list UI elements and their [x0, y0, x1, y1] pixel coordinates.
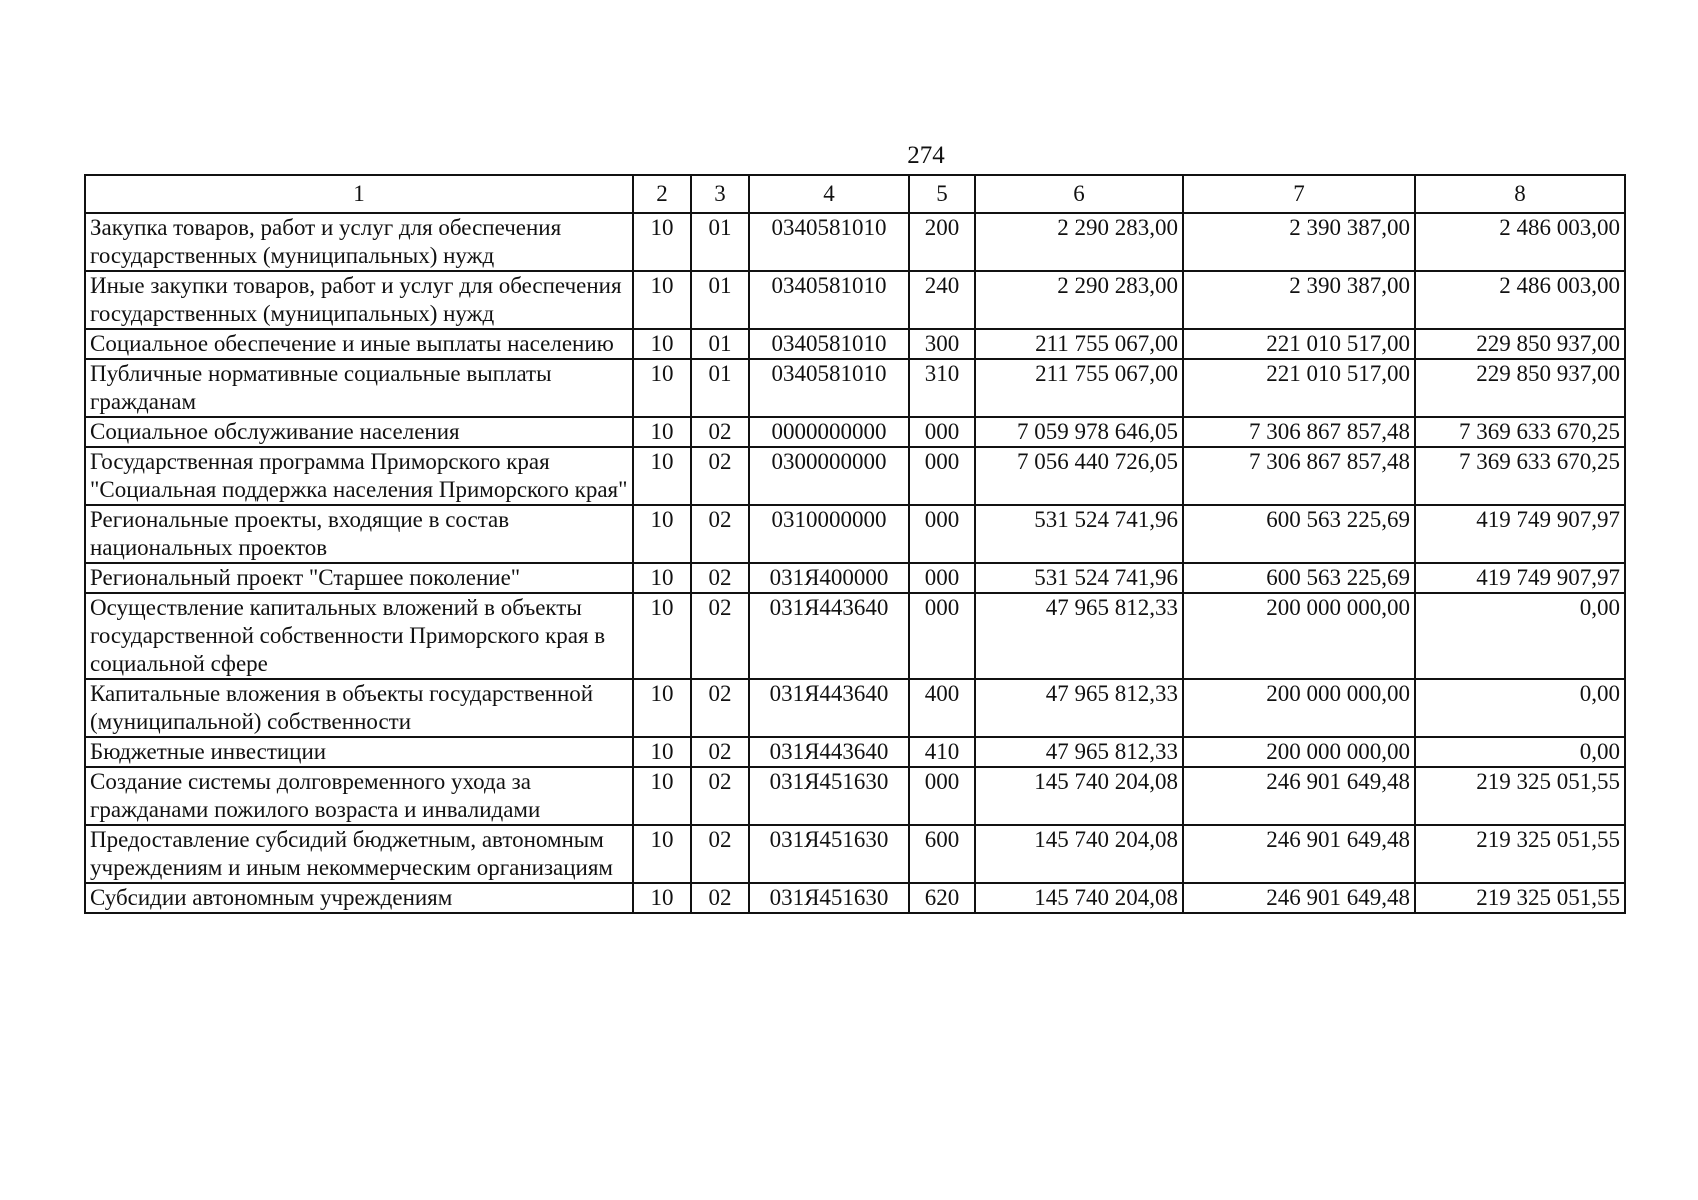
column-header: 8: [1415, 175, 1625, 213]
target-article-code: 0340581010: [749, 271, 909, 329]
section-code: 10: [633, 825, 691, 883]
target-article-code: 031Я443640: [749, 737, 909, 767]
target-article-code: 031Я451630: [749, 825, 909, 883]
expense-type-code: 000: [909, 417, 975, 447]
amount-col6: 531 524 741,96: [975, 505, 1183, 563]
expense-type-code: 000: [909, 767, 975, 825]
amount-col8: 219 325 051,55: [1415, 825, 1625, 883]
expense-type-code: 000: [909, 563, 975, 593]
amount-col8: 7 369 633 670,25: [1415, 417, 1625, 447]
table-row: [85, 359, 1625, 417]
table-row: [85, 213, 1625, 271]
section-code: 10: [633, 563, 691, 593]
expense-type-code: 600: [909, 825, 975, 883]
section-code: 10: [633, 679, 691, 737]
section-code: 10: [633, 505, 691, 563]
subsection-code: 02: [691, 767, 749, 825]
expense-type-code: 310: [909, 359, 975, 417]
amount-col6: 47 965 812,33: [975, 593, 1183, 679]
target-article-code: 031Я451630: [749, 883, 909, 913]
subsection-code: 02: [691, 447, 749, 505]
amount-col6: 47 965 812,33: [975, 737, 1183, 767]
expense-type-code: 200: [909, 213, 975, 271]
amount-col6: 2 290 283,00: [975, 213, 1183, 271]
amount-col6: 211 755 067,00: [975, 359, 1183, 417]
column-header: 1: [85, 175, 633, 213]
table-row: [85, 329, 1625, 359]
amount-col6: 145 740 204,08: [975, 883, 1183, 913]
table-row: [85, 825, 1625, 883]
table-row: [85, 767, 1625, 825]
row-name: Социальное обеспечение и иные выплаты населению: [85, 329, 633, 359]
amount-col7: 246 901 649,48: [1183, 883, 1415, 913]
section-code: 10: [633, 271, 691, 329]
target-article-code: 0340581010: [749, 213, 909, 271]
amount-col8: 229 850 937,00: [1415, 329, 1625, 359]
amount-col7: 200 000 000,00: [1183, 593, 1415, 679]
column-header: 2: [633, 175, 691, 213]
subsection-code: 02: [691, 679, 749, 737]
expense-type-code: 240: [909, 271, 975, 329]
table-row: [85, 505, 1625, 563]
amount-col7: 200 000 000,00: [1183, 679, 1415, 737]
row-name: Региональные проекты, входящие в состав национальных проектов: [85, 505, 633, 563]
section-code: 10: [633, 767, 691, 825]
section-code: 10: [633, 593, 691, 679]
amount-col6: 47 965 812,33: [975, 679, 1183, 737]
amount-col7: 2 390 387,00: [1183, 213, 1415, 271]
target-article-code: 0310000000: [749, 505, 909, 563]
expense-type-code: 000: [909, 447, 975, 505]
budget-table: [84, 174, 1626, 914]
column-header: 3: [691, 175, 749, 213]
amount-col6: 211 755 067,00: [975, 329, 1183, 359]
amount-col8: 0,00: [1415, 679, 1625, 737]
table-row: [85, 563, 1625, 593]
amount-col6: 7 059 978 646,05: [975, 417, 1183, 447]
row-name: Предоставление субсидий бюджетным, автономным учреждениям и иным некоммерческим организациям: [85, 825, 633, 883]
column-header: 5: [909, 175, 975, 213]
amount-col8: 7 369 633 670,25: [1415, 447, 1625, 505]
row-name: Капитальные вложения в объекты государственной (муниципальной) собственности: [85, 679, 633, 737]
amount-col7: 221 010 517,00: [1183, 329, 1415, 359]
amount-col8: 0,00: [1415, 737, 1625, 767]
target-article-code: 031Я400000: [749, 563, 909, 593]
subsection-code: 02: [691, 505, 749, 563]
amount-col7: 7 306 867 857,48: [1183, 417, 1415, 447]
target-article-code: 031Я443640: [749, 593, 909, 679]
target-article-code: 0340581010: [749, 359, 909, 417]
row-name: Осуществление капитальных вложений в объекты государственной собственности Приморского края в социальной сфере: [85, 593, 633, 679]
section-code: 10: [633, 417, 691, 447]
amount-col7: 600 563 225,69: [1183, 563, 1415, 593]
subsection-code: 02: [691, 883, 749, 913]
table-row: [85, 447, 1625, 505]
subsection-code: 01: [691, 359, 749, 417]
amount-col6: 7 056 440 726,05: [975, 447, 1183, 505]
amount-col8: 229 850 937,00: [1415, 359, 1625, 417]
column-header: 7: [1183, 175, 1415, 213]
table-row: [85, 417, 1625, 447]
subsection-code: 01: [691, 213, 749, 271]
row-name: Социальное обслуживание населения: [85, 417, 633, 447]
expense-type-code: 620: [909, 883, 975, 913]
expense-type-code: 400: [909, 679, 975, 737]
section-code: 10: [633, 329, 691, 359]
row-name: Бюджетные инвестиции: [85, 737, 633, 767]
amount-col8: 0,00: [1415, 593, 1625, 679]
target-article-code: 0340581010: [749, 329, 909, 359]
column-header: 4: [749, 175, 909, 213]
subsection-code: 01: [691, 329, 749, 359]
amount-col8: 219 325 051,55: [1415, 767, 1625, 825]
section-code: 10: [633, 359, 691, 417]
table-row: [85, 679, 1625, 737]
amount-col6: 2 290 283,00: [975, 271, 1183, 329]
amount-col8: 2 486 003,00: [1415, 213, 1625, 271]
row-name: Публичные нормативные социальные выплаты гражданам: [85, 359, 633, 417]
amount-col7: 2 390 387,00: [1183, 271, 1415, 329]
subsection-code: 02: [691, 417, 749, 447]
table-row: [85, 737, 1625, 767]
amount-col8: 2 486 003,00: [1415, 271, 1625, 329]
amount-col6: 531 524 741,96: [975, 563, 1183, 593]
subsection-code: 01: [691, 271, 749, 329]
row-name: Закупка товаров, работ и услуг для обеспечения государственных (муниципальных) нужд: [85, 213, 633, 271]
target-article-code: 0300000000: [749, 447, 909, 505]
target-article-code: 0000000000: [749, 417, 909, 447]
amount-col7: 246 901 649,48: [1183, 825, 1415, 883]
page-number: 274: [907, 142, 945, 169]
table-row: [85, 883, 1625, 913]
target-article-code: 031Я443640: [749, 679, 909, 737]
section-code: 10: [633, 737, 691, 767]
section-code: 10: [633, 883, 691, 913]
expense-type-code: 410: [909, 737, 975, 767]
amount-col6: 145 740 204,08: [975, 825, 1183, 883]
amount-col8: 419 749 907,97: [1415, 505, 1625, 563]
amount-col6: 145 740 204,08: [975, 767, 1183, 825]
amount-col7: 600 563 225,69: [1183, 505, 1415, 563]
row-name: Иные закупки товаров, работ и услуг для обеспечения государственных (муниципальных) нужд: [85, 271, 633, 329]
subsection-code: 02: [691, 825, 749, 883]
expense-type-code: 000: [909, 505, 975, 563]
table-row: [85, 271, 1625, 329]
amount-col8: 419 749 907,97: [1415, 563, 1625, 593]
amount-col7: 221 010 517,00: [1183, 359, 1415, 417]
header-row: [85, 175, 1625, 213]
expense-type-code: 300: [909, 329, 975, 359]
section-code: 10: [633, 447, 691, 505]
subsection-code: 02: [691, 737, 749, 767]
table-row: [85, 593, 1625, 679]
amount-col7: 7 306 867 857,48: [1183, 447, 1415, 505]
table-body: [85, 213, 1625, 913]
subsection-code: 02: [691, 593, 749, 679]
section-code: 10: [633, 213, 691, 271]
amount-col7: 246 901 649,48: [1183, 767, 1415, 825]
row-name: Создание системы долговременного ухода за гражданами пожилого возраста и инвалидами: [85, 767, 633, 825]
expense-type-code: 000: [909, 593, 975, 679]
row-name: Региональный проект "Старшее поколение": [85, 563, 633, 593]
amount-col8: 219 325 051,55: [1415, 883, 1625, 913]
amount-col7: 200 000 000,00: [1183, 737, 1415, 767]
row-name: Государственная программа Приморского края "Социальная поддержка населения Приморского края": [85, 447, 633, 505]
column-header: 6: [975, 175, 1183, 213]
subsection-code: 02: [691, 563, 749, 593]
target-article-code: 031Я451630: [749, 767, 909, 825]
row-name: Субсидии автономным учреждениям: [85, 883, 633, 913]
